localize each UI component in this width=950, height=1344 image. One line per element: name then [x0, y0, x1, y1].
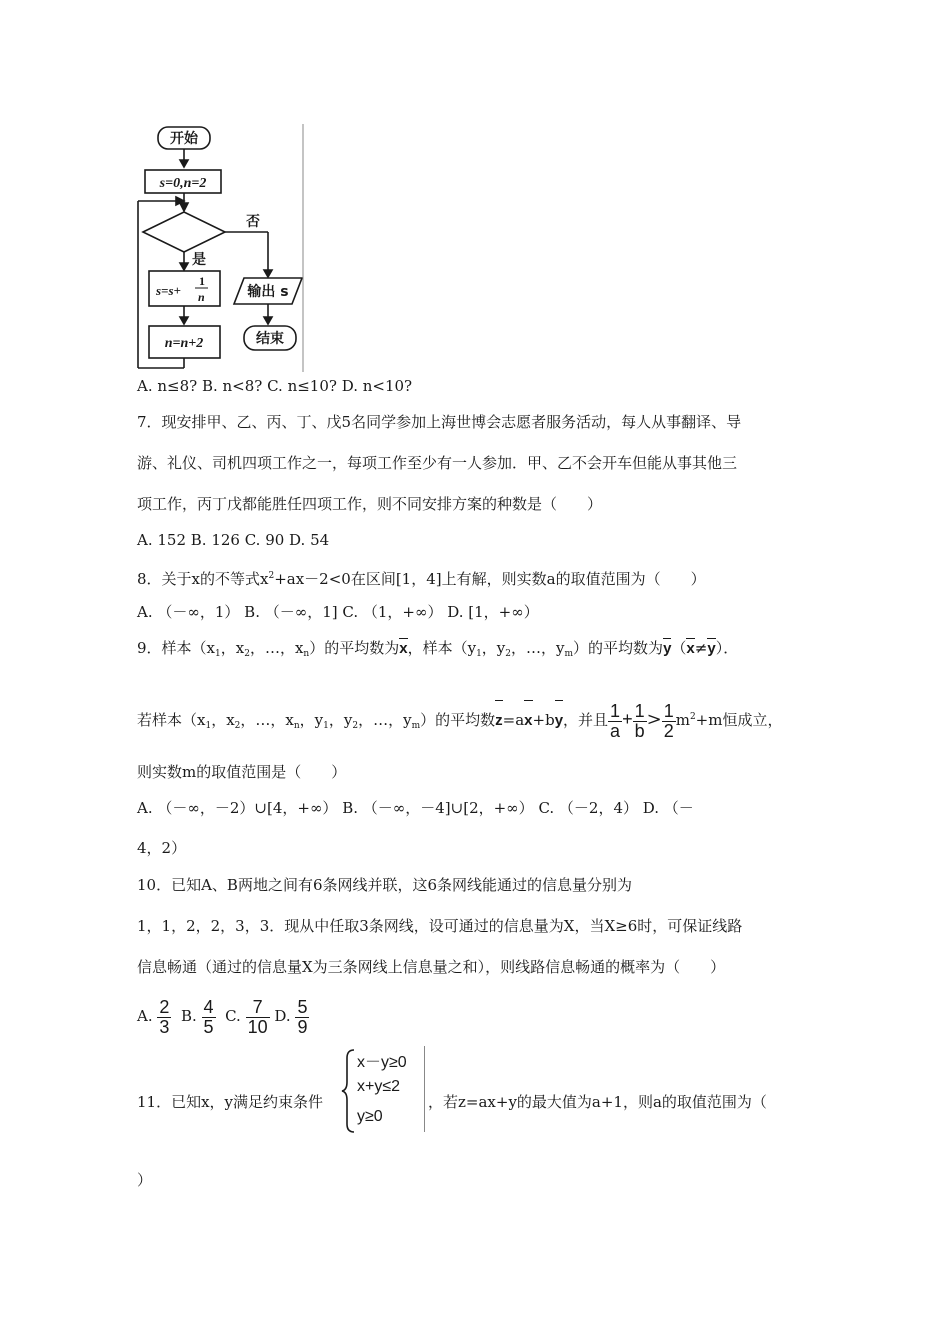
init-label: s=0,n=2 [159, 176, 207, 191]
t: 5 [203, 1016, 214, 1037]
constraint-system [340, 1046, 430, 1136]
t: ，…，x [240, 711, 294, 729]
constraint-1: x－y≥0 [357, 1054, 407, 1071]
update-n-label: n=n+2 [164, 336, 204, 351]
t: + [622, 709, 633, 729]
t: ，y [328, 711, 353, 729]
t: =a [502, 711, 525, 729]
t: +m恒成立， [695, 711, 783, 729]
frac-1-a [608, 702, 622, 741]
t: ，…，y [358, 711, 412, 729]
t: 9．样本（x [137, 639, 216, 657]
t: n [303, 649, 310, 659]
t: ，x [211, 711, 235, 729]
q11-close: ） [137, 1171, 153, 1189]
q10-options [137, 996, 309, 1037]
t: ）的平均数 [420, 711, 496, 729]
x-bar: x [686, 640, 695, 657]
t: ，…，x [249, 639, 304, 657]
t: ，y [299, 711, 324, 729]
output-label: 输出 s [247, 284, 289, 300]
t: 1 [215, 649, 221, 659]
t: ，y [481, 639, 506, 657]
q8-text-a: 8．关于x的不等式x [137, 570, 269, 588]
t: （ [671, 639, 687, 657]
q10-line2: 1，1，2，2，3，3．现从中任取3条网线，设可通过的信息量为X，当X≥6时，可保证线路 [137, 917, 743, 935]
t: ）的平均数为 [573, 639, 664, 657]
t: m [564, 649, 574, 659]
t: > [646, 709, 662, 730]
t: m [675, 711, 690, 729]
q6-options: A. n≤8? B. n<8? C. n≤10? D. n<10? [137, 377, 413, 395]
t: m [411, 721, 421, 731]
q9-options-cont: 4，2） [137, 839, 187, 857]
q8-options: A. （－∞，1） B. （－∞，1] C. （1，+∞） D. [1，+∞） [137, 603, 539, 621]
update-s-num: 1 [199, 274, 205, 288]
frac-1-2 [662, 702, 676, 741]
t: ）． [715, 639, 739, 657]
t: ，样本（y [407, 639, 477, 657]
q7-line1: 7．现安排甲、乙、丙、丁、戊5名同学参加上海世博会志愿者服务活动，每人从事翻译、导 [137, 413, 742, 431]
t: B. [180, 1007, 197, 1025]
constraint-3: y≥0 [357, 1108, 383, 1125]
frac-1-b [633, 702, 647, 741]
t: 2 [505, 649, 512, 659]
y-bar: y [555, 701, 563, 741]
t: 1 [610, 700, 621, 721]
opt-c-frac [246, 998, 270, 1037]
t: 9 [297, 1016, 308, 1037]
q9-options: A. （－∞，－2）∪[4，+∞） B. （－∞，－4]∪[2，+∞） C. （－2，4） D. （－ [137, 799, 694, 817]
opt-a-frac [157, 998, 171, 1037]
divider [424, 1046, 425, 1132]
t: 5 [297, 996, 308, 1017]
t: A. [137, 1007, 153, 1025]
flowchart [0, 0, 320, 380]
q8-stem [137, 566, 706, 589]
t: 1 [663, 700, 674, 721]
t: 2 [244, 649, 250, 659]
t: ≠ [694, 639, 708, 657]
t: 4 [203, 996, 214, 1017]
t: 2 [663, 720, 674, 741]
z-bar: z [495, 701, 503, 741]
q11-text-a: 11．已知x，y满足约束条件 [137, 1093, 324, 1111]
update-s-label: s=s+ [156, 283, 181, 298]
t: 1 [634, 700, 645, 721]
q7-line3: 项工作，丙丁戊都能胜任四项工作，则不同安排方案的种数是（ ） [137, 495, 603, 513]
t: ，x [220, 639, 245, 657]
condition-node [143, 212, 225, 252]
start-label: 开始 [170, 131, 198, 147]
update-s-den: n [198, 290, 205, 304]
end-label: 结束 [256, 331, 284, 347]
t: 10 [247, 1016, 268, 1037]
t: 1 [323, 721, 329, 731]
yes-label: 是 [192, 252, 206, 268]
t: 2 [234, 721, 241, 731]
q7-options: A. 152 B. 126 C. 90 D. 54 [137, 531, 330, 549]
q9-line2 [137, 697, 782, 746]
t: b [634, 720, 645, 741]
t: 若样本（x [137, 711, 206, 729]
q11-text-b: ，若z=ax+y的最大值为a+1，则a的取值范围为（ [428, 1093, 767, 1111]
opt-d-frac [295, 998, 309, 1037]
x-bar: x [399, 640, 408, 657]
t: D. [274, 1007, 291, 1025]
t: ，…，y [511, 639, 565, 657]
opt-b-frac [202, 998, 216, 1037]
q7-line2: 游、礼仪、司机四项工作之一，每项工作至少有一人参加．甲、乙不会开车但能从事其他三 [137, 454, 738, 472]
q10-line1: 10．已知A、B两地之间有6条网线并联，这6条网线能通过的信息量分别为 [137, 876, 633, 894]
t: 2 [352, 721, 359, 731]
no-label: 否 [246, 214, 260, 230]
t: ）的平均数为 [309, 639, 400, 657]
y-bar: y [707, 640, 716, 657]
t: 1 [476, 649, 482, 659]
t: C. [225, 1007, 241, 1025]
t: a [610, 720, 621, 741]
q9-line3: 则实数m的取值范围是（ ） [137, 763, 347, 781]
t: 7 [246, 998, 270, 1018]
t: +b [532, 711, 555, 729]
constraint-2: x+y≤2 [357, 1078, 401, 1095]
t: n [293, 721, 300, 731]
y-bar: y [663, 640, 672, 657]
t: 2 [689, 712, 696, 722]
x-bar: x [524, 701, 532, 741]
t: ，并且 [563, 711, 609, 729]
q9-line1 [137, 638, 738, 664]
t: 2 [159, 996, 170, 1017]
q8-text-b: +ax－2<0在区间[1，4]上有解，则实数a的取值范围为（ ） [274, 570, 706, 588]
q10-line3: 信息畅通（通过的信息量X为三条网线上信息量之和），则线路信息畅通的概率为（ ） [137, 958, 726, 976]
t: 1 [205, 721, 212, 731]
q8-sup: 2 [268, 571, 275, 581]
t: 3 [159, 1016, 170, 1037]
